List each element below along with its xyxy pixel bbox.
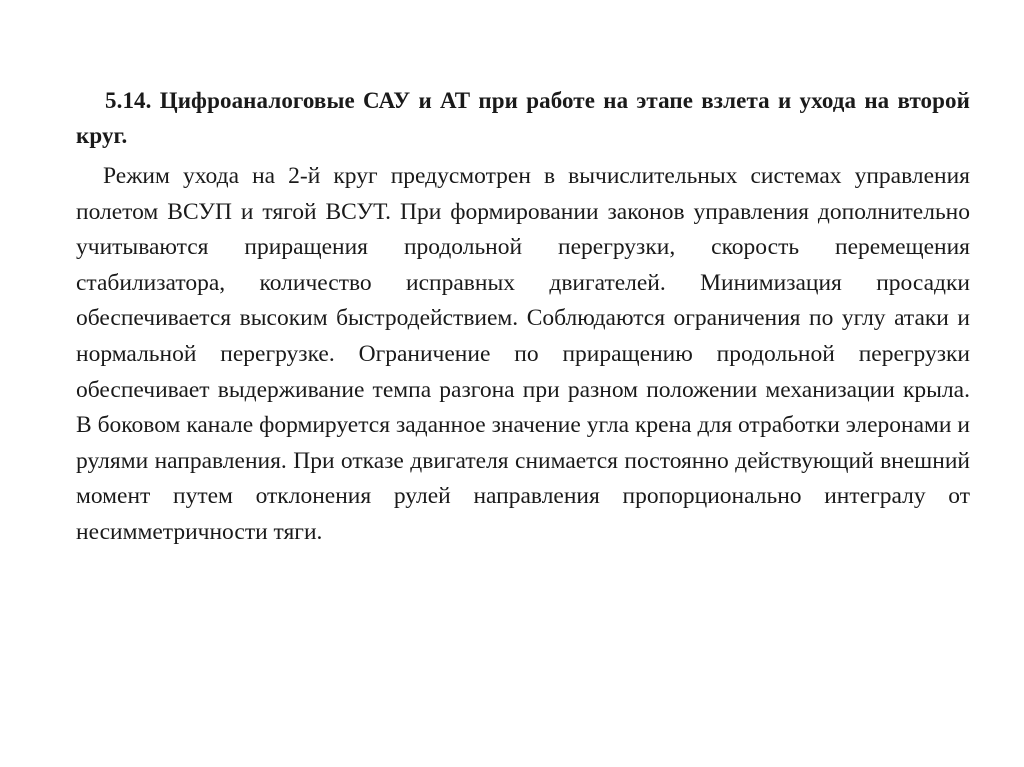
body-paragraph: Режим ухода на 2-й круг предусмотрен в вычислительных системах управления полетом ВСУП и тягой ВСУТ. При формировании законов управления дополнительно учитываются приращения продольной перегрузки, скорость перемещения стабилизатора, количество исправных двигателей. Минимизация просадки обеспечивается высоким быстродействием. Соблюдаются ограничения по углу атаки и нормальной перегрузке. Ограничение по приращению продольной перегрузки обеспечивает выдерживание темпа разгона при разном положении механизации крыла. В боковом канале формируется заданное значение угла крена для отработки элеронами и рулями направления. При отказе двигателя снимается постоянно действующий внешний момент путем отклонения рулей направления пропорционально интегралу от несимметричности тяги. <box>76 163 970 545</box>
section-heading: 5.14. Цифроаналоговые САУ и АТ при работе на этапе взлета и ухода на второй круг. <box>76 88 970 148</box>
document-content <box>76 83 970 551</box>
